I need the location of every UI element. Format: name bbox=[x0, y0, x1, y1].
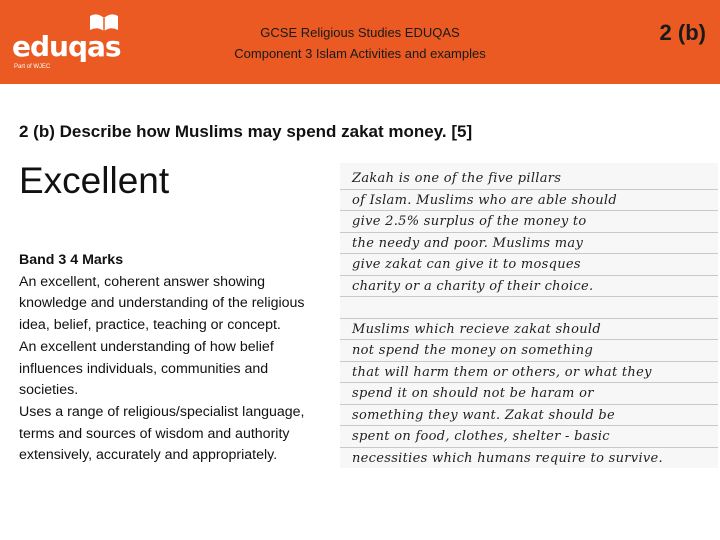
ruled-line bbox=[340, 210, 718, 211]
logo-tagline: Part of WJEC bbox=[14, 64, 51, 70]
question-heading: 2 (b) Describe how Muslims may spend zakat money. [5] bbox=[19, 122, 473, 141]
header-title bbox=[180, 22, 540, 64]
answer-line: spent on food, clothes, shelter - basic bbox=[352, 429, 610, 444]
answer-line: that will harm them or others, or what they bbox=[352, 364, 652, 380]
answer-line: charity or a charity of their choice. bbox=[352, 278, 594, 294]
eduqas-logo[interactable] bbox=[10, 10, 120, 72]
ruled-line bbox=[340, 296, 718, 297]
answer-line: of Islam. Muslims who are able should bbox=[352, 192, 618, 208]
ruled-line bbox=[340, 361, 718, 362]
answer-line: Zakah is one of the five pillars bbox=[352, 171, 562, 186]
ruled-line bbox=[340, 232, 718, 233]
answer-line: necessities which humans require to survive. bbox=[352, 450, 663, 466]
logo-wordmark: eduqas bbox=[12, 30, 121, 63]
answer-line: give zakat can give it to mosques bbox=[352, 257, 581, 272]
ruled-line bbox=[340, 253, 718, 254]
header-title-line-2: Component 3 Islam Activities and examples bbox=[234, 46, 486, 61]
band-paragraph: An excellent, coherent answer showing knowledge and understanding of the religious idea, belief, practice, teaching or concept. bbox=[19, 273, 305, 334]
ruled-line bbox=[340, 404, 718, 405]
header-title-line-1: GCSE Religious Studies EDUQAS bbox=[260, 25, 460, 40]
answer-line: the needy and poor. Muslims may bbox=[352, 235, 584, 251]
ruled-line bbox=[340, 189, 718, 190]
answer-line: not spend the money on something bbox=[352, 343, 594, 358]
ruled-line bbox=[340, 425, 718, 426]
ruled-line bbox=[340, 447, 718, 448]
ruled-line bbox=[340, 275, 718, 276]
band-descriptor bbox=[19, 250, 329, 467]
answer-line: spend it on should not be haram or bbox=[352, 386, 594, 401]
answer-line: Muslims which recieve zakat should bbox=[352, 321, 601, 337]
ruled-line bbox=[340, 339, 718, 340]
answer-line: something they want. Zakat should be bbox=[352, 407, 616, 423]
ruled-line bbox=[340, 318, 718, 319]
grade-label: Excellent bbox=[19, 160, 170, 201]
band-paragraph: An excellent understanding of how belief influences individuals, communities and societies. bbox=[19, 338, 274, 399]
ruled-line bbox=[340, 382, 718, 383]
student-answer-image bbox=[340, 163, 718, 468]
answer-line: give 2.5% surplus of the money to bbox=[352, 214, 587, 229]
band-heading: Band 3 4 Marks bbox=[19, 252, 124, 268]
header-banner bbox=[0, 0, 720, 84]
band-paragraph: Uses a range of religious/specialist language, terms and sources of wisdom and authority extensively, accurately and appropriately. bbox=[19, 403, 305, 464]
question-code: 2 (b) bbox=[659, 20, 706, 45]
